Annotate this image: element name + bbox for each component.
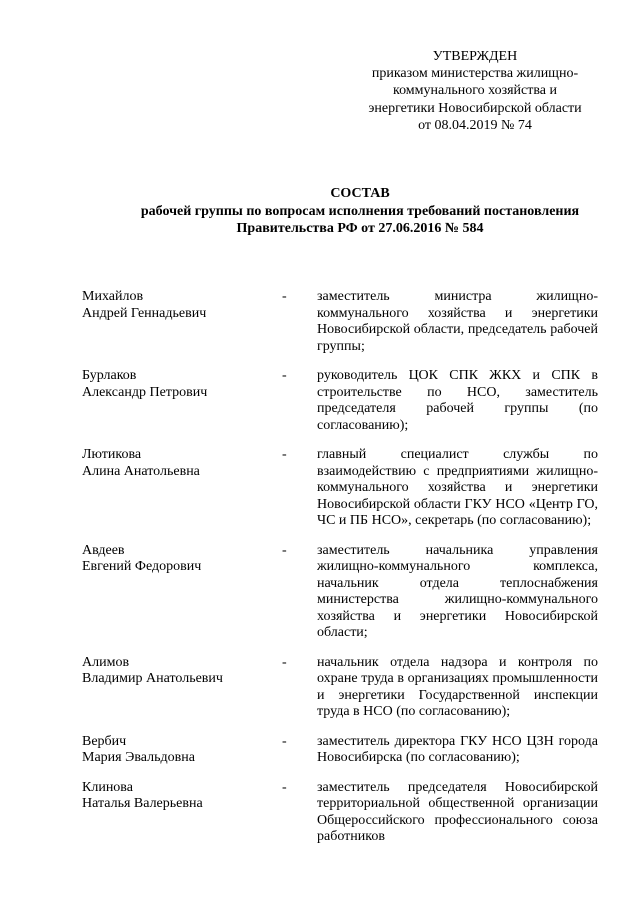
approval-line: приказом министерства жилищно- xyxy=(371,66,579,82)
title-line: Правительства РФ от 27.06.2016 № 584 xyxy=(236,221,484,236)
member-surname: Бурлаков xyxy=(82,368,137,383)
member-given-name: Наталья Валерьевна xyxy=(82,796,203,811)
member-name xyxy=(82,368,282,434)
member-name xyxy=(82,780,282,846)
member-name xyxy=(82,289,282,355)
approval-date: от 08.04.2019 № 74 xyxy=(418,117,532,133)
member-dash: - xyxy=(282,542,287,558)
member-role: заместитель председателя Новосибирской территориальной общественной организации Общероссийского профессионального союза работников xyxy=(317,779,598,844)
member-dash: - xyxy=(282,779,287,795)
member-surname: Лютикова xyxy=(82,447,142,462)
member-name xyxy=(82,734,282,767)
member-surname: Михайлов xyxy=(82,289,144,304)
member-role: руководитель ЦОК СПК ЖКХ и СПК в строительстве по НСО, заместитель председателя рабочей группы (по согласованию); xyxy=(317,368,598,433)
member-dash: - xyxy=(282,654,287,670)
member-row xyxy=(82,447,602,530)
member-given-name: Мария Эвальдовна xyxy=(82,750,195,765)
member-given-name: Алина Анатольевна xyxy=(82,463,200,479)
member-surname: Вербич xyxy=(82,733,127,749)
approval-line: коммунального хозяйства и xyxy=(392,83,558,99)
members-list xyxy=(82,289,602,859)
member-dash: - xyxy=(282,368,287,383)
document-title xyxy=(100,185,620,238)
member-name xyxy=(82,655,282,721)
member-given-name: Евгений Федорович xyxy=(82,559,202,574)
member-name xyxy=(82,447,282,530)
member-role: заместитель министра жилищно-коммунального хозяйства и энергетики Новосибирской области, председатель рабочей группы; xyxy=(317,289,598,354)
member-given-name: Александр Петрович xyxy=(82,384,208,400)
member-name xyxy=(82,543,282,642)
member-given-name: Владимир Анатольевич xyxy=(82,671,223,686)
approval-stamp xyxy=(340,48,610,134)
member-row xyxy=(82,543,602,642)
approval-heading: УТВЕРЖДЕН xyxy=(432,49,518,64)
member-row xyxy=(82,368,602,434)
member-surname: Алимов xyxy=(82,654,130,670)
title-line: рабочей группы по вопросам исполнения требований постановления xyxy=(140,203,580,219)
approval-line: энергетики Новосибирской области xyxy=(368,100,582,116)
member-row xyxy=(82,289,602,355)
member-row xyxy=(82,780,602,846)
member-surname: Клинова xyxy=(82,779,133,795)
member-dash: - xyxy=(282,733,287,749)
member-given-name: Андрей Геннадьевич xyxy=(82,305,207,321)
member-role: главный специалист службы по взаимодействию с предприятиями жилищно-коммунального хозяйства и энергетики Новосибирской области ГКУ НСО «Центр ГО, ЧС и ПБ НСО», секретарь (по согласованию); xyxy=(317,447,598,528)
member-row xyxy=(82,734,602,767)
member-surname: Авдеев xyxy=(82,542,125,558)
member-row xyxy=(82,655,602,721)
member-dash: - xyxy=(282,447,287,462)
member-role: заместитель директора ГКУ НСО ЦЗН города Новосибирска (по согласованию); xyxy=(317,733,598,765)
member-role: начальник отдела надзора и контроля по охране труда в организациях промышленности и энергетики Государственной инспекции труда в НСО (по согласованию); xyxy=(317,654,598,719)
member-dash: - xyxy=(282,289,287,304)
member-role: заместитель начальника управления жилищно-коммунального комплекса, начальник отдела теплоснабжения министерства жилищно-коммунального хозяйства и энергетики Новосибирской области; xyxy=(317,542,598,640)
title-heading: СОСТАВ xyxy=(330,186,390,201)
